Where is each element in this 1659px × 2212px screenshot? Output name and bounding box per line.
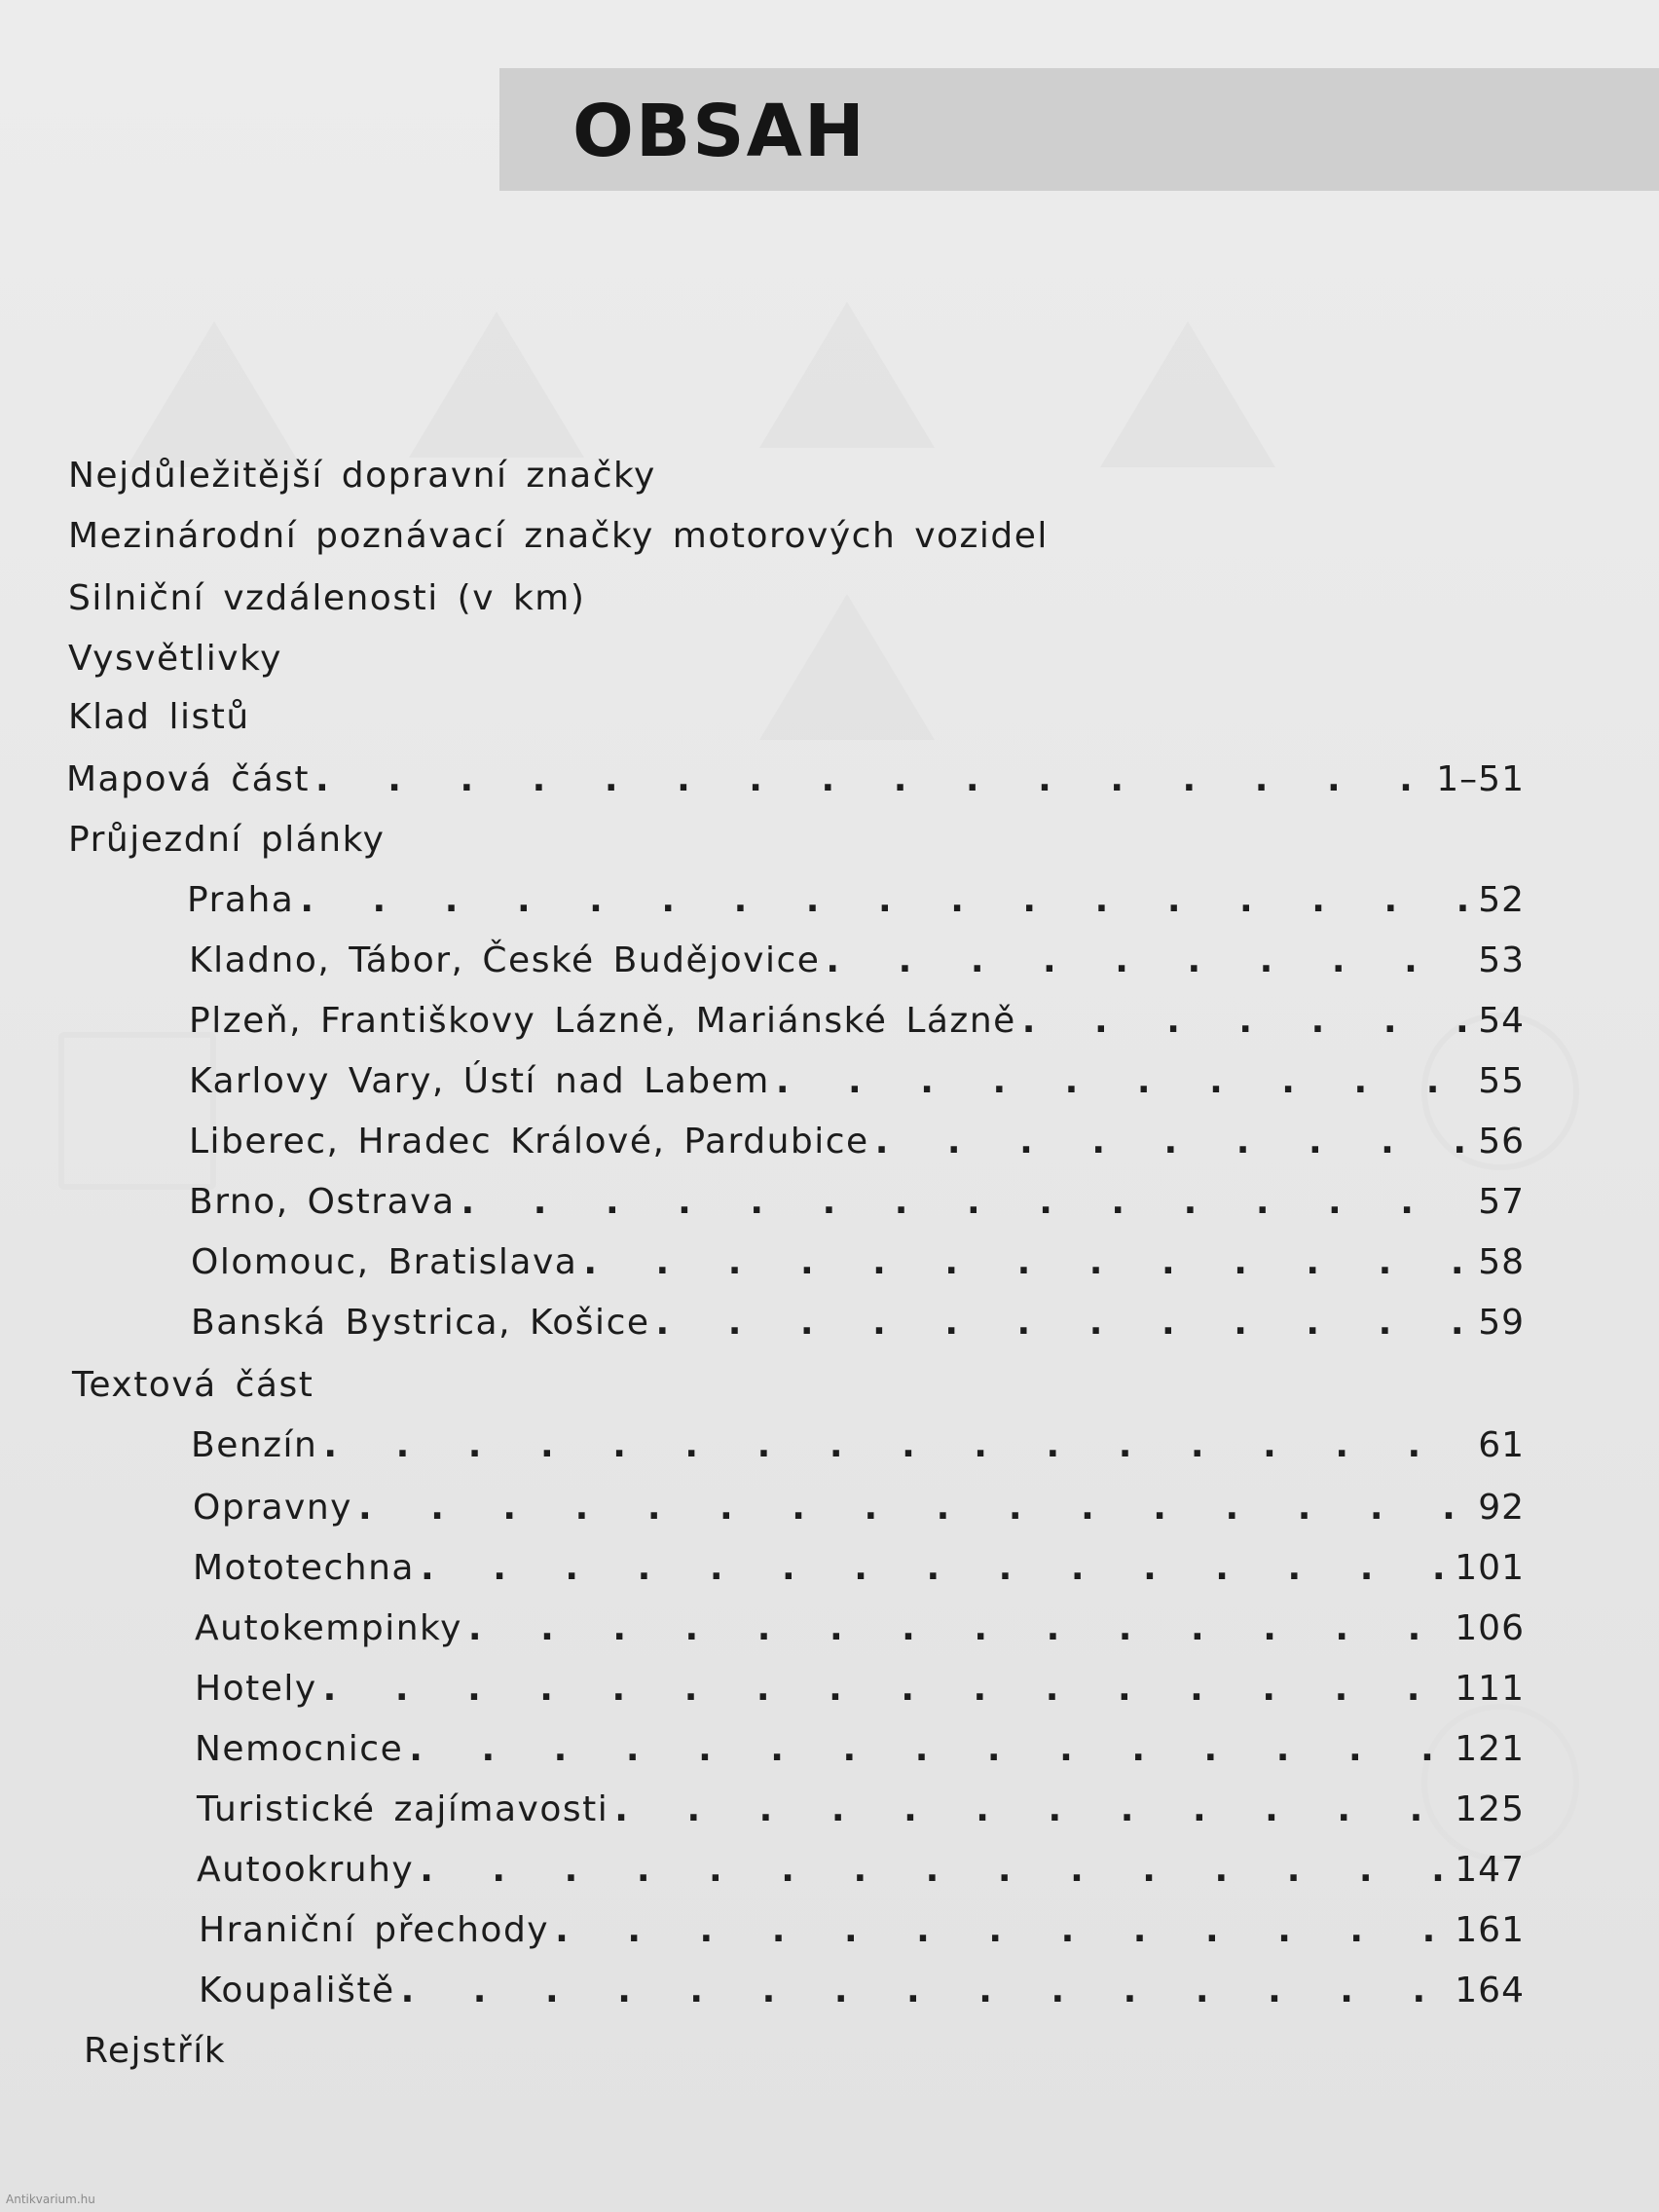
toc-entry [191,1242,1525,1291]
dot-leader [614,1789,1445,1829]
toc-entry-page: 111 [1455,1669,1525,1709]
toc-entry-label: Nemocnice [195,1729,404,1769]
toc-entry-page: 1–51 [1436,759,1525,799]
toc-entry-label: Praha [187,880,295,920]
dot-leader [875,1122,1469,1161]
toc-entry-label: Hotely [195,1669,317,1709]
toc-entry-label: Turistické zajímavosti [197,1789,609,1829]
toc-entry [199,1910,1525,1959]
toc-entry-page: 106 [1455,1608,1525,1648]
dot-leader [461,1182,1469,1222]
toc-entry [195,1729,1525,1778]
toc-entry-label: Nejdůležitější dopravní značky [68,456,656,496]
toc-entry [189,1182,1525,1231]
toc-entry [197,1850,1525,1899]
toc-entry-label: Mapová část [66,759,311,799]
toc-entry [68,456,656,504]
toc-entry-label: Plzeň, Františkovy Lázně, Mariánské Lázně [189,1001,1016,1041]
dot-leader [409,1729,1445,1769]
toc-entry-page: 54 [1478,1001,1525,1041]
toc-entry-label: Silniční vzdálenosti (v km) [68,578,586,618]
toc-entry-label: Autokempinky [195,1608,462,1648]
dot-leader [555,1910,1445,1950]
toc-entry-label: Opravny [193,1488,352,1528]
toc-entry-label: Klad listů [68,697,250,737]
dot-leader [421,1548,1445,1588]
dot-leader [826,940,1468,980]
toc-entry-label: Olomouc, Bratislava [191,1242,578,1282]
toc-entry-label: Benzín [191,1425,318,1465]
page-title: OBSAH [572,90,866,173]
toc-entry [68,820,385,868]
toc-entry-page: 58 [1478,1242,1525,1282]
toc-entry-page: 147 [1455,1850,1525,1890]
toc-entry [193,1488,1525,1536]
toc-entry-page: 53 [1478,940,1525,980]
toc-entry [68,578,585,627]
toc-entry [189,1001,1525,1050]
toc-entry-label: Průjezdní plánky [68,820,386,860]
dot-leader [323,1669,1446,1709]
toc-entry-page: 164 [1455,1971,1525,2010]
toc-entry [72,1365,313,1414]
toc-entry-page: 161 [1455,1910,1525,1950]
toc-entry-label: Karlovy Vary, Ústí nad Labem [189,1061,770,1101]
toc-entry [191,1303,1525,1351]
toc-entry-label: Vysvětlivky [68,639,282,679]
toc-entry [68,639,282,687]
toc-entry-page: 121 [1455,1729,1525,1769]
dot-leader [583,1242,1468,1282]
toc-entry-label: Banská Bystrica, Košice [191,1303,650,1343]
toc-entry-label: Hraniční přechody [199,1910,550,1950]
toc-entry-page: 56 [1478,1122,1525,1161]
toc-entry-page: 55 [1478,1061,1525,1101]
watermark: Antikvarium.hu [6,2193,95,2206]
dot-leader [776,1061,1468,1101]
toc-entry-page: 59 [1478,1303,1525,1343]
toc-entry [193,1548,1525,1597]
toc-entry [195,1608,1525,1657]
toc-entry-label: Mototechna [193,1548,415,1588]
dot-leader [468,1608,1445,1648]
toc-entry [68,697,250,746]
toc-entry [189,940,1525,989]
dot-leader [315,759,1426,799]
toc-entry [197,1789,1525,1838]
toc-entry [189,1122,1525,1170]
toc-entry-page: 101 [1455,1548,1525,1588]
toc-entry [191,1425,1525,1474]
toc-entry [187,880,1525,929]
toc-entry-label: Liberec, Hradec Králové, Pardubice [189,1122,869,1161]
dot-leader [656,1303,1469,1343]
toc-entry [199,1971,1525,2019]
dot-leader [401,1971,1446,2010]
toc-entry-page: 61 [1478,1425,1525,1465]
toc-entry-label: Autookruhy [197,1850,415,1890]
toc-entry-page: 92 [1478,1488,1525,1528]
toc-entry-label: Brno, Ostrava [189,1182,456,1222]
toc-entry-label: Textová část [72,1365,314,1405]
dot-leader [1022,1001,1468,1041]
toc-entry [68,516,1049,565]
toc-entry-page: 52 [1478,880,1525,920]
toc-entry [195,1669,1525,1717]
toc-entry-page: 125 [1455,1789,1525,1829]
toc-entry-label: Koupaliště [199,1971,395,2010]
toc-entry-label: Kladno, Tábor, České Budějovice [189,940,821,980]
dot-leader [358,1488,1468,1528]
dot-leader [420,1850,1445,1890]
toc-entry-label: Mezinárodní poznávací značky motorových vozidel [68,516,1049,556]
toc-entry-label: Rejstřík [84,2031,227,2071]
toc-entry [66,759,1525,808]
toc-entry [84,2031,226,2080]
dot-leader [300,880,1468,920]
dot-leader [323,1425,1468,1465]
toc-entry-page: 57 [1478,1182,1525,1222]
toc-entry [189,1061,1525,1110]
